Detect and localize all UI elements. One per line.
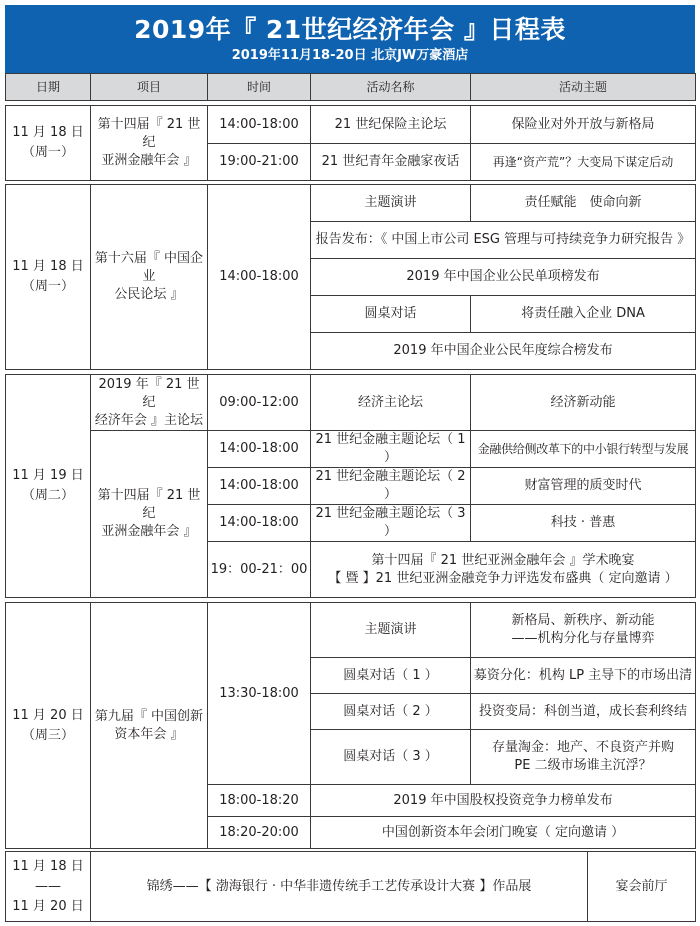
exhibition-cell: 锦绣——【 渤海银行 · 中华非遗传统手工艺传承设计大赛 】作品展 — [91, 852, 588, 922]
col-theme: 活动主题 — [471, 74, 696, 101]
schedule-title: 2019年『 21世纪经济年会 』日程表 — [134, 15, 566, 44]
theme-cell: 再逢“资产荒”？大变局下谋定后动 — [471, 144, 696, 181]
date-range-cell — [6, 852, 91, 922]
time-cell: 13:30-18:00 — [208, 603, 311, 785]
theme-line: PE 二级市场谁主沉浮？ — [514, 758, 652, 773]
theme-cell: 责任赋能 使命向新 — [471, 185, 696, 222]
weekday-line: （周一） — [21, 279, 74, 294]
col-date: 日期 — [6, 74, 91, 101]
ranking-release-cell: 2019 年中国企业公民单项榜发布 — [311, 259, 696, 296]
annual-ranking-cell: 2019 年中国企业公民年度综合榜发布 — [311, 333, 696, 370]
time-cell: 09:00-12:00 — [208, 375, 311, 431]
date-line: 11 月 18 日 — [12, 858, 84, 874]
date-separator: —— — [35, 878, 61, 894]
theme-cell — [471, 730, 696, 785]
date-cell — [6, 185, 91, 370]
date-cell — [6, 375, 91, 598]
col-project: 项目 — [91, 74, 208, 101]
theme-cell — [471, 603, 696, 658]
theme-cell: 科技 · 普惠 — [471, 505, 696, 542]
theme-cell: 将责任融入企业 DNA — [471, 296, 696, 333]
weekday-line: （周二） — [21, 488, 74, 503]
banquet-cell — [311, 542, 696, 598]
project-line: 资本年会 』 — [114, 726, 184, 742]
activity-cell: 21 世纪金融主题论坛（ 1 ） — [311, 431, 471, 468]
date-line: 11 月 18 日 — [12, 259, 84, 274]
table-row — [6, 106, 696, 144]
column-header-table — [5, 73, 696, 101]
project-line: 亚洲金融年会 』 — [101, 524, 197, 539]
section-nov18-corporate-citizen — [5, 184, 696, 370]
activity-cell: 圆桌对话 — [311, 296, 471, 333]
time-cell: 18:20-20:00 — [208, 817, 311, 849]
time-cell: 14:00-18:00 — [208, 431, 311, 468]
date-line: 11 月 18 日 — [12, 125, 84, 140]
date-line: 11 月 19 日 — [12, 468, 84, 483]
event-cell: 2019 年中国股权投资竞争力榜单发布 — [311, 785, 696, 817]
time-cell: 19：00-21：00 — [208, 542, 311, 598]
theme-line: 存量淘金：地产、不良资产并购 — [491, 740, 674, 755]
banquet-line: 【 暨 】21 世纪亚洲金融竞争力评选发布盛典（ 定向邀请 ） — [328, 570, 678, 586]
location-cell: 宴会前厅 — [588, 852, 696, 922]
project-line: 2019 年『 21 世纪 — [98, 376, 200, 410]
activity-cell: 主题演讲 — [311, 603, 471, 658]
activity-cell: 主题演讲 — [311, 185, 471, 222]
col-time: 时间 — [208, 74, 311, 101]
column-header-row — [6, 74, 696, 101]
time-cell: 14:00-18:00 — [208, 106, 311, 144]
section-nov18-asia-finance — [5, 105, 696, 181]
project-cell — [91, 375, 208, 431]
table-row — [6, 375, 696, 431]
banquet-line: 第十四届『 21 世纪亚洲金融年会 』学术晚宴 — [371, 552, 635, 568]
section-exhibition — [5, 851, 696, 922]
project-line: 亚洲金融年会 』 — [101, 153, 197, 168]
activity-cell: 圆桌对话（ 3 ） — [311, 730, 471, 785]
project-cell — [91, 431, 208, 598]
schedule-subtitle: 2019年11月18-20日 北京JW万豪酒店 — [231, 48, 469, 63]
activity-cell: 21 世纪青年金融家夜话 — [311, 144, 471, 181]
project-line: 第十四届『 21 世纪 — [97, 117, 201, 150]
time-cell: 14:00-18:00 — [208, 185, 311, 370]
table-row — [6, 852, 696, 922]
schedule-header — [5, 5, 695, 73]
date-cell — [6, 106, 91, 181]
theme-cell: 金融供给侧改革下的中小银行转型与发展 — [471, 431, 696, 468]
activity-cell: 经济主论坛 — [311, 375, 471, 431]
time-cell: 19:00-21:00 — [208, 144, 311, 181]
date-line: 11 月 20 日 — [12, 707, 84, 723]
theme-cell: 投资变局：科创当道，成长套利终结 — [471, 694, 696, 730]
project-line: 第十四届『 21 世纪 — [97, 488, 201, 521]
theme-cell: 财富管理的质变时代 — [471, 468, 696, 505]
time-cell: 18:00-18:20 — [208, 785, 311, 817]
project-cell — [91, 185, 208, 370]
event-cell: 中国创新资本年会闭门晚宴（ 定向邀请 ） — [311, 817, 696, 849]
weekday-line: （周一） — [21, 145, 74, 160]
activity-cell: 圆桌对话（ 2 ） — [311, 694, 471, 730]
activity-cell: 圆桌对话（ 1 ） — [311, 658, 471, 694]
col-activity: 活动名称 — [311, 74, 471, 101]
theme-line: 新格局、新秩序、新动能 — [511, 613, 655, 628]
theme-line: ——机构分化与存量博弈 — [511, 631, 655, 646]
table-row — [6, 431, 696, 468]
theme-cell: 经济新动能 — [471, 375, 696, 431]
table-row — [6, 603, 696, 658]
project-line: 公民论坛 』 — [114, 287, 184, 302]
time-cell: 14:00-18:00 — [208, 468, 311, 505]
project-line: 经济年会 』主论坛 — [94, 412, 204, 428]
activity-cell: 21 世纪金融主题论坛（ 3 ） — [311, 505, 471, 542]
project-line: 第九届『 中国创新 — [94, 708, 204, 724]
table-row — [6, 185, 696, 222]
activity-cell: 21 世纪金融主题论坛（ 2 ） — [311, 468, 471, 505]
section-nov20 — [5, 602, 696, 849]
section-nov19 — [5, 374, 696, 598]
weekday-line: （周三） — [21, 727, 74, 743]
report-release-cell: 报告发布：《 中国上市公司 ESG 管理与可持续竞争力研究报告 》 — [311, 222, 696, 259]
date-cell — [6, 603, 91, 849]
project-line: 第十六届『 中国企业 — [94, 251, 204, 284]
theme-cell: 保险业对外开放与新格局 — [471, 106, 696, 144]
activity-cell: 21 世纪保险主论坛 — [311, 106, 471, 144]
date-line: 11 月 20 日 — [12, 898, 84, 914]
theme-cell: 募资分化：机构 LP 主导下的市场出清 — [471, 658, 696, 694]
time-cell: 14:00-18:00 — [208, 505, 311, 542]
project-cell — [91, 603, 208, 849]
project-cell — [91, 106, 208, 181]
